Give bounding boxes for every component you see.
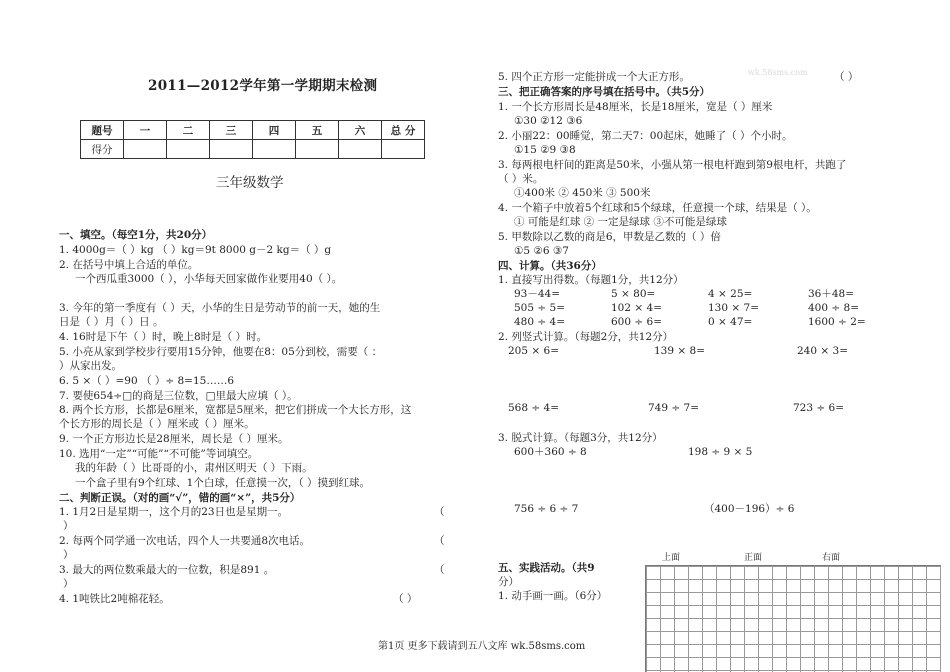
score-cell <box>124 140 167 159</box>
score-row-label: 得分 <box>81 140 124 159</box>
question-line: （ <box>434 535 445 547</box>
score-table <box>80 120 425 159</box>
subject-title: 三年级数学 <box>216 175 284 191</box>
grid-label-front: 正面 <box>744 553 763 563</box>
score-cell <box>296 140 339 159</box>
question-line: 5. 小亮从家到学校步行要用15分钟，他要在8：05分到校，需要（ ： <box>59 346 383 358</box>
question-line: ）从家出发。 <box>59 360 122 372</box>
question-line: ） <box>63 578 74 590</box>
question-line: 1. 动手画一画。（6分） <box>498 590 608 602</box>
question-line: 2. 小丽22：00睡觉，第二天7：00起床，她睡了（ ）个小时。 <box>498 130 793 142</box>
score-header-cell: 一 <box>124 121 167 140</box>
question-line: 1600 ÷ 2= <box>808 316 866 328</box>
question-line: 400 ÷ 8= <box>808 302 859 314</box>
question-line: 1. 一个长方形周长是48厘米，长是18厘米，宽是（ ）厘米 <box>498 101 773 113</box>
question-line: 130 × 7= <box>708 302 759 314</box>
question-line: 日是（ ）月（ ）日 。 <box>59 316 164 328</box>
question-line: ①15 ②9 ③8 <box>514 144 576 156</box>
question-line: 36＋48= <box>808 288 855 300</box>
question-line: 4 × 25= <box>708 288 753 300</box>
question-line: 240 × 3= <box>797 345 848 357</box>
question-line: 5. 四个正方形一定能拼成一个大正方形。 <box>498 71 690 83</box>
question-line: 600 ÷ 6= <box>611 316 662 328</box>
question-line: 102 × 4= <box>611 302 662 314</box>
question-line: ① 可能是红球 ② 一定是绿球 ③不可能是绿球 <box>514 216 727 228</box>
score-cell <box>167 140 210 159</box>
question-line: 我的年龄（ ）比哥哥的小，肃州区明天（ ）下雨。 <box>75 462 313 474</box>
question-line: 0 × 47= <box>708 316 753 328</box>
question-line: 9. 一个正方形边长是28厘米，周长是（ ）厘米。 <box>59 433 289 445</box>
question-line: 个长方形的周长是（ ）厘米或（ ）厘米。 <box>59 418 255 430</box>
score-cell <box>339 140 382 159</box>
top-watermark: wk.58sms.com <box>748 68 808 77</box>
score-cell <box>210 140 253 159</box>
score-header-cell: 题号 <box>81 121 124 140</box>
score-cell <box>253 140 296 159</box>
question-line: 3. 脱式计算。（每题3分，共12分） <box>498 432 663 444</box>
question-line: 93－44= <box>514 288 561 300</box>
score-header-cell: 四 <box>253 121 296 140</box>
question-line: 4. 1吨铁比2吨棉花轻。 <box>59 593 170 605</box>
question-line: 4. 一个箱子中放着5个红球和5个绿球，任意摸一个球，结果是（ ）。 <box>498 202 817 214</box>
question-line: 3. 每两根电杆间的距离是50米，小强从第一根电杆跑到第9根电杆，共跑了 <box>498 159 847 171</box>
question-line: 600＋360 ÷ 8 <box>514 446 587 458</box>
question-line: 2. 每两个同学通一次电话，四个人一共要通8次电话。 <box>59 535 311 547</box>
score-header-cell: 三 <box>210 121 253 140</box>
grid-label-top: 上面 <box>662 553 681 563</box>
question-line: 一个盒子里有9个红球、1个白球，任意摸一次，（ ）摸到红球。 <box>75 477 370 489</box>
question-line: 568 ÷ 4= <box>508 402 559 414</box>
question-line: 一、填空。（每空1分，共20分） <box>59 229 213 241</box>
question-line: 1. 4000g＝（ ）kg （ ）kg＝9t 8000 g－2 kg＝（ ）g <box>59 244 332 256</box>
question-line: 6. 5 ×（ ）=90 （ ）÷ 8=15……6 <box>59 375 234 387</box>
question-line: 139 × 8= <box>654 345 705 357</box>
question-line: 8. 两个长方形，长都是6厘米，宽都是5厘米，把它们拼成一个大长方形，这 <box>59 404 412 416</box>
question-line: 3. 最大的两位数乘最大的一位数，积是891 。 <box>59 564 275 576</box>
question-line: 749 ÷ 7= <box>648 402 699 414</box>
question-line: 二、判断正误。（对的画“√”，错的画“×”，共5分） <box>59 492 301 504</box>
drawing-grid <box>645 565 941 672</box>
question-line: 5. 甲数除以乙数的商是6，甲数是乙数的（ ）倍 <box>498 231 721 243</box>
grid-label-right: 右面 <box>822 553 841 563</box>
question-line: 四、计算。（共36分） <box>498 260 602 272</box>
question-line: 756 ÷ 6 ÷ 7 <box>514 503 579 515</box>
question-line: （400－196）÷ 6 <box>704 503 795 515</box>
question-line: （ <box>434 564 445 576</box>
question-line: 505 ÷ 5= <box>514 302 565 314</box>
score-cell <box>382 140 425 159</box>
question-line: ①30 ②12 ③6 <box>514 115 583 127</box>
question-line: ①400米 ② 450米 ③ 500米 <box>514 187 651 199</box>
score-header-cell: 六 <box>339 121 382 140</box>
question-line: ①5 ②6 ③7 <box>514 245 569 257</box>
question-line: ） <box>63 520 74 532</box>
question-line: 1. 直接写出得数。（每题1分，共12分） <box>498 274 684 286</box>
question-line: 2. 列竖式计算。（每题2分，共12分） <box>498 331 674 343</box>
question-line: 3. 今年的第一季度有（ ）天，小华的生日是劳动节的前一天，她的生 <box>59 302 381 314</box>
question-line: （ ） <box>834 71 859 83</box>
score-header-cell: 二 <box>167 121 210 140</box>
question-line: 198 ÷ 9 × 5 <box>688 446 753 458</box>
question-line: 五、实践活动。（共9 <box>498 562 595 574</box>
question-line: 723 ÷ 6= <box>793 402 844 414</box>
score-header-cell: 五 <box>296 121 339 140</box>
question-line: 三、把正确答案的序号填在括号中。（共5分） <box>498 86 711 98</box>
question-line: 5 × 80= <box>611 288 656 300</box>
question-line: （ ）米。 <box>498 173 544 185</box>
question-line: 480 ÷ 4= <box>514 316 565 328</box>
question-line: （ ） <box>393 593 418 605</box>
question-line: 1. 1月2日是星期一，这个月的23日也是星期一。 <box>59 506 289 518</box>
question-line: （ <box>434 506 445 518</box>
score-header-cell: 总 分 <box>382 121 425 140</box>
question-line: 7. 要使654÷□的商是三位数，□里最大应填（ ）。 <box>59 390 298 402</box>
question-line: 2. 在括号中填上合适的单位。 <box>59 259 199 271</box>
question-line: 一个西瓜重3000（ ），小华每天回家做作业要用40（ ）。 <box>75 273 343 285</box>
question-line: ） <box>63 549 74 561</box>
page-footer: 第1页 更多下载请到五八文库 wk.58sms.com <box>378 641 586 652</box>
question-line: 分） <box>498 576 519 588</box>
question-line: 10. 选用“一定”“可能”“不可能”等词填空。 <box>59 448 259 460</box>
exam-title: 2011—2012学年第一学期期末检测 <box>148 78 378 94</box>
question-line: 4. 16时是下午（ ）时，晚上8时是（ ）时。 <box>59 331 268 343</box>
question-line: 205 × 6= <box>508 345 559 357</box>
